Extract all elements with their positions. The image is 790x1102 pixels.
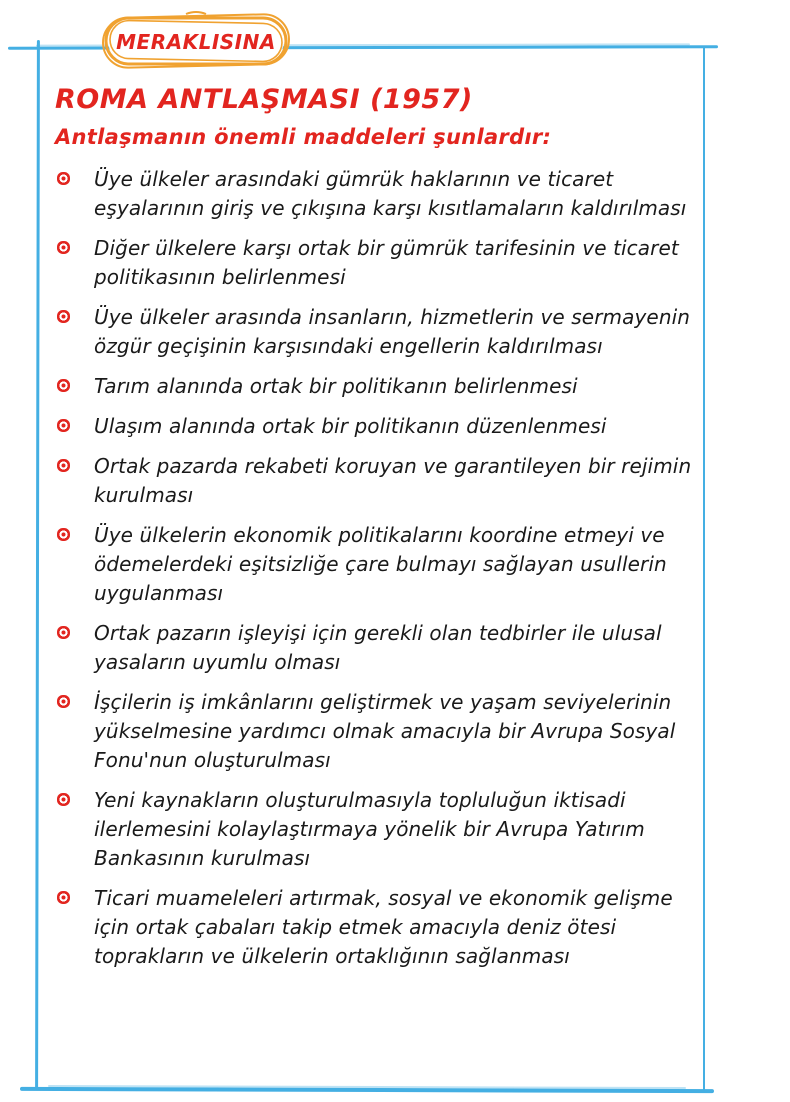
badge-label: MERAKLISINA [116,30,276,54]
list-item [57,372,715,401]
list-item-text: Ortak pazarın işleyişi için gerekli olan tedbirler ile ulusal yasaların uyumlu olması [94,621,662,674]
list-item [57,412,715,441]
page-subtitle: Antlaşmanın önemli maddeleri şunlardır: [55,125,552,149]
list-item [57,303,715,361]
list-item-text: Ulaşım alanında ortak bir politikanın düzenlenmesi [94,414,607,438]
page-title: ROMA ANTLAŞMASI (1957) [55,84,473,115]
list-item [57,619,715,677]
list-item [57,165,715,223]
list-item [57,234,715,292]
list-item [57,688,715,775]
list-item [57,786,715,873]
bullet-target-icon [57,891,70,904]
meraklisina-badge [100,8,292,74]
articles-list [55,165,715,971]
list-item-text: Yeni kaynakların oluşturulmasıyla topluluğun iktisadi ilerlemesini kolaylaştırmaya yönelik bir Avrupa Yatırım Bankasının kurulması [94,788,645,870]
content-area [55,84,715,982]
bullet-target-icon [57,310,70,323]
list-item-text: Üye ülkeler arasındaki gümrük haklarının ve ticaret eşyalarının giriş ve çıkışına karşı kısıtlamaların kaldırılması [94,167,687,220]
list-item-text: Diğer ülkelere karşı ortak bir gümrük tarifesinin ve ticaret politikasının belirlenmesi [94,236,679,289]
frame-left-border [35,40,40,1090]
list-item-text: Ortak pazarda rekabeti koruyan ve garantileyen bir rejimin kurulması [94,454,692,507]
list-item-text: Ticari muameleleri artırmak, sosyal ve ekonomik gelişme için ortak çabaları takip etmek amacıyla deniz ötesi toprakların ve ülkelerin ortaklığının sağlanması [94,886,673,968]
list-item-text: İşçilerin iş imkânlarını geliştirmek ve yaşam seviyelerinin yükselmesine yardımcı olmak amacıyla bir Avrupa Sosyal Fonu'nun oluşturulması [94,690,676,772]
list-item [57,521,715,608]
list-item-text: Üye ülkelerin ekonomik politikalarını koordine etmeyi ve ödemelerdeki eşitsizliğe çare bulmayı sağlayan usullerin uygulanması [94,523,667,605]
bullet-target-icon [57,626,70,639]
bullet-target-icon [57,419,70,432]
frame-bottom-border [20,1087,714,1093]
bullet-target-icon [57,528,70,541]
bullet-target-icon [57,793,70,806]
bullet-target-icon [57,379,70,392]
bullet-target-icon [57,695,70,708]
list-item-text: Tarım alanında ortak bir politikanın belirlenmesi [94,374,578,398]
bullet-target-icon [57,241,70,254]
list-item [57,452,715,510]
bullet-target-icon [57,172,70,185]
list-item-text: Üye ülkeler arasında insanların, hizmetlerin ve sermayenin özgür geçişinin karşısındaki engellerin kaldırılması [94,305,691,358]
list-item [57,884,715,971]
bullet-target-icon [57,459,70,472]
